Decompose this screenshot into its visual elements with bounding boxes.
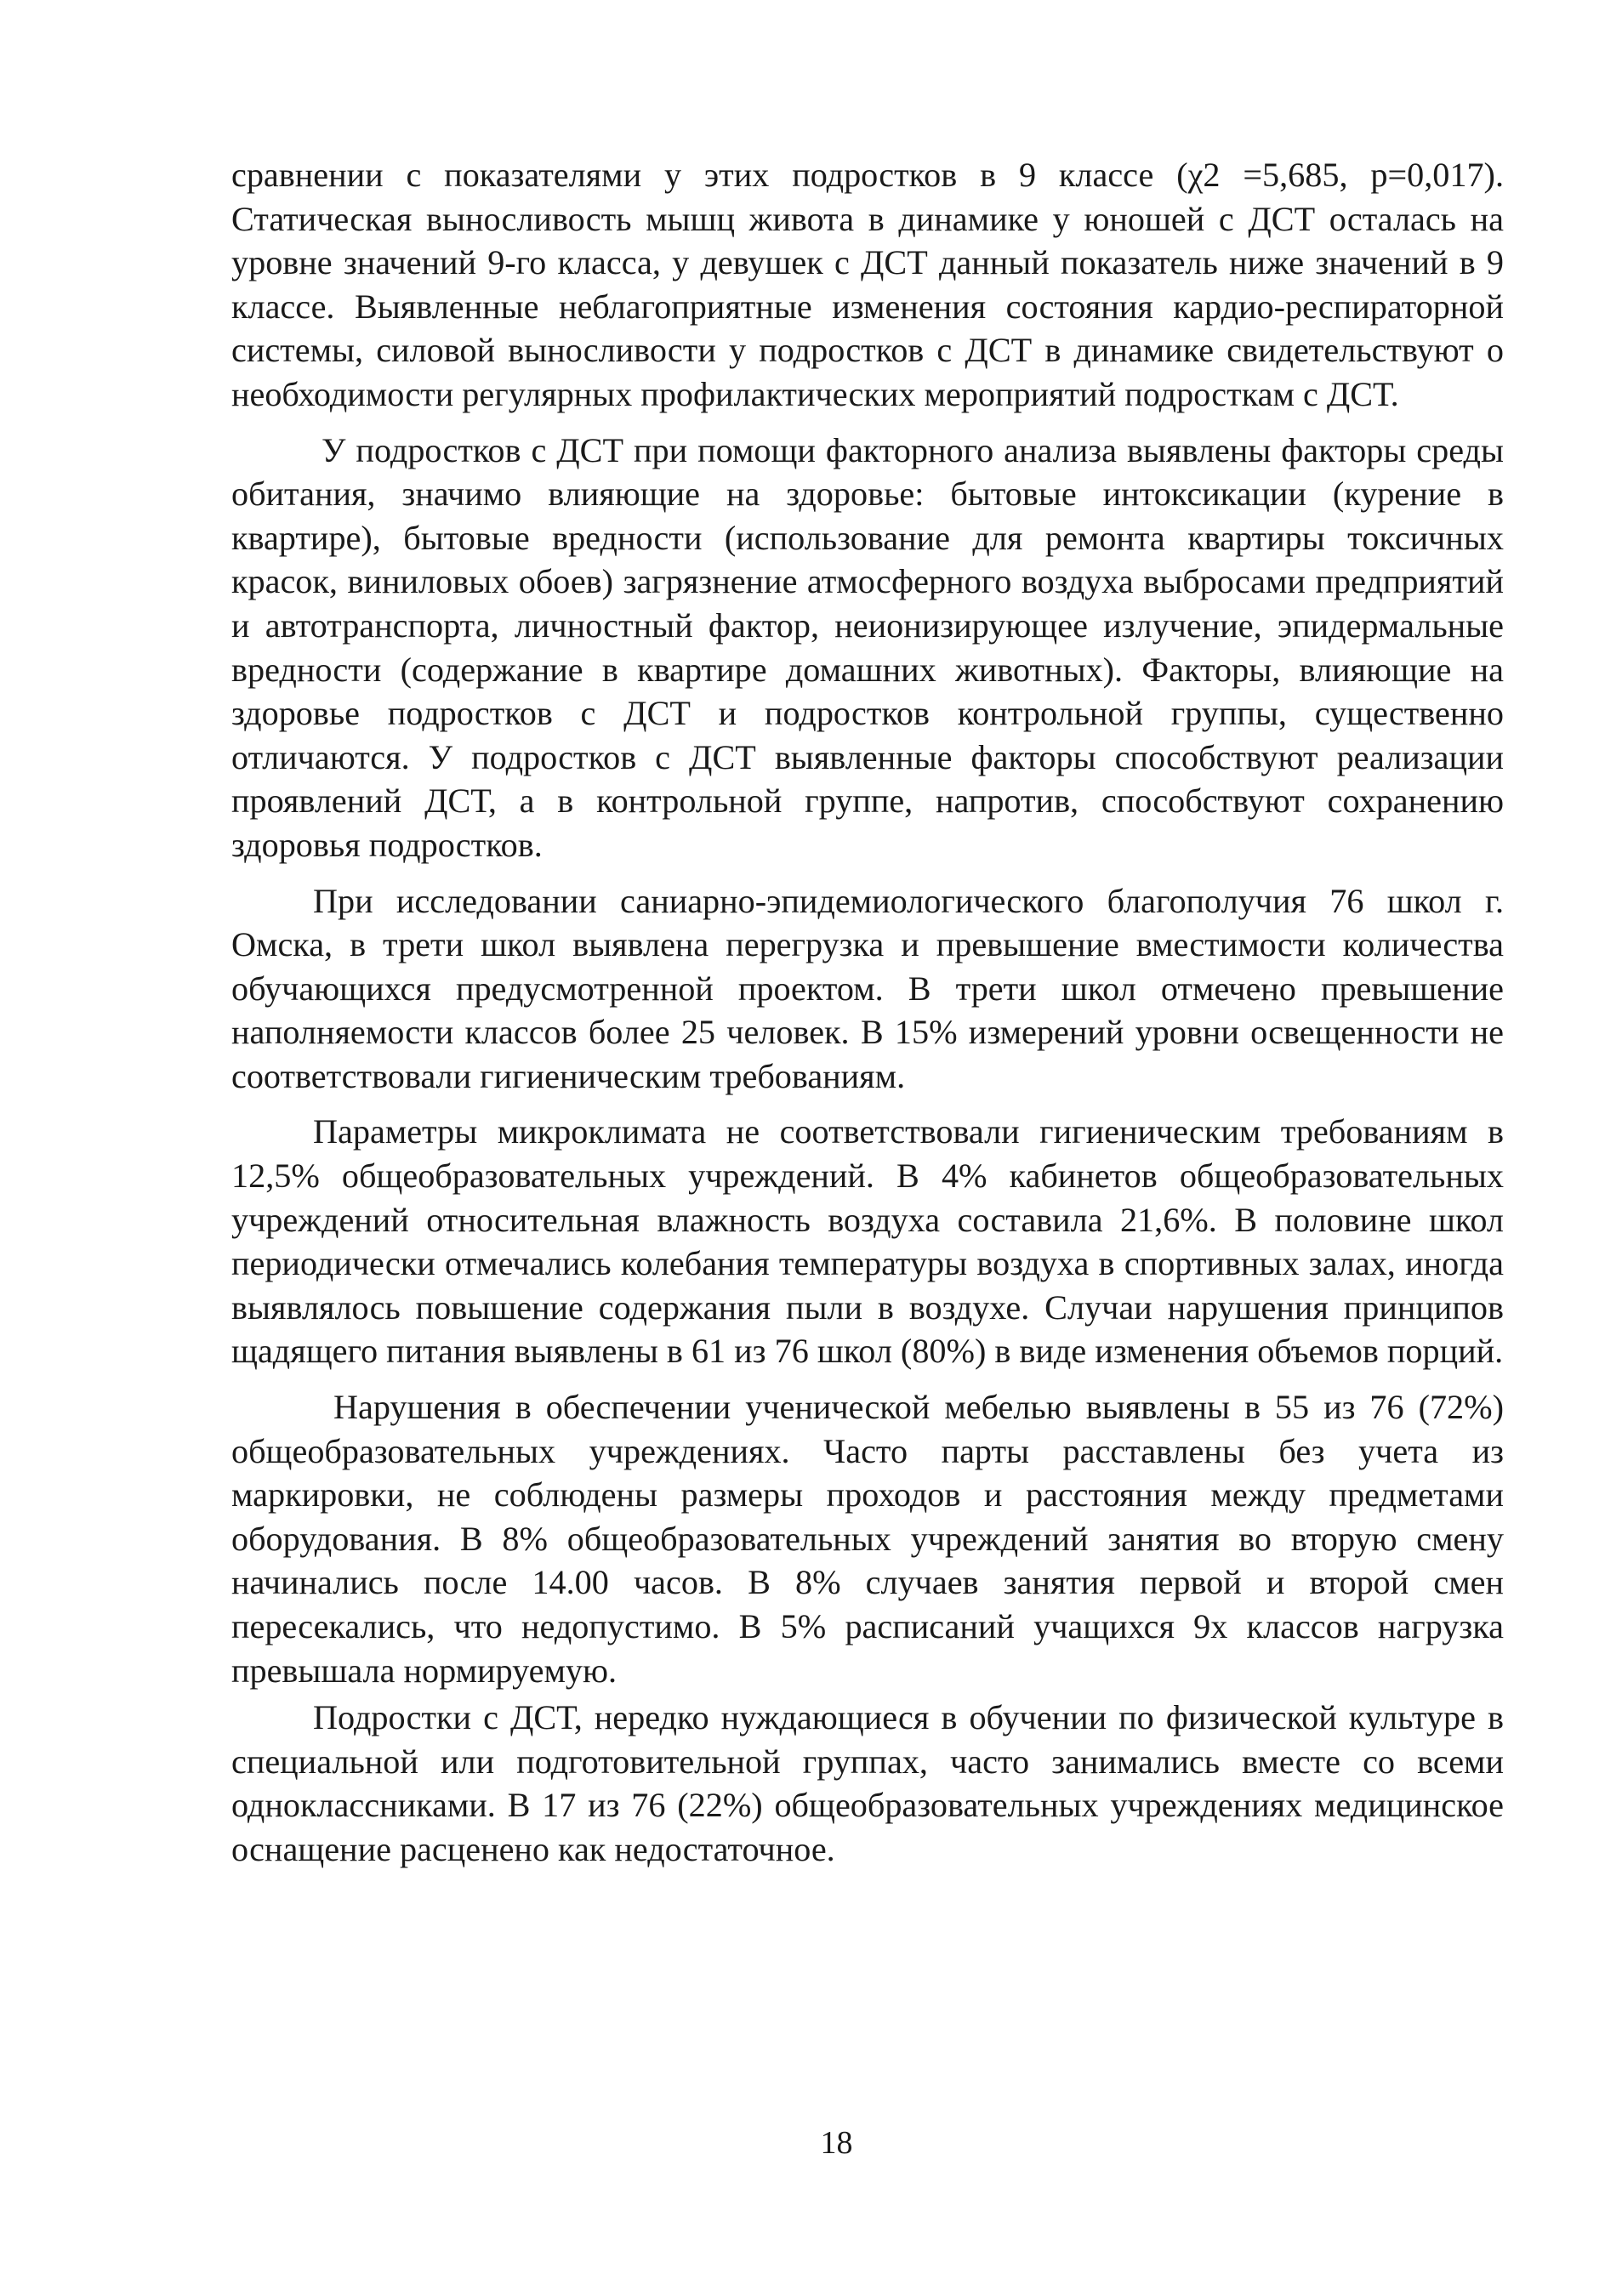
paragraph-3: При исследовании саниарно-эпидемиологического благополучия 76 школ г. Омска, в трети школ выявлена перегрузка и превышение вместимости количества обучающихся предусмотренной проектом. В трети школ отмечено превышение наполняемости классов более 25 человек. В 15% измерений уровни освещенности не соответствовали гигиеническим требованиям. [231,881,1504,1095]
page-number: 18 [820,2125,853,2161]
paragraph-5: Нарушения в обеспечении ученической мебелью выявлены в 55 из 76 (72%) общеобразовательных учреждениях. Часто парты расставлены без учета из маркировки, не соблюдены размеры проходов и расстояния между предметами оборудования. В 8% общеобразовательных учреждений занятия во вторую смену начинались после 14.00 часов. В 8% случаев занятия первой и второй смен пересекались, что недопустимо. В 5% расписаний учащихся 9х классов нагрузка превышала нормируемую. [231,1388,1504,1690]
body-text [231,153,1504,1872]
paragraph-1: сравнении с показателями у этих подростков в 9 классе (χ2 =5,685, р=0,017). Статическая выносливость мышц живота в динамике у юношей с ДСТ осталась на уровне значений 9-го класса, у девушек с ДСТ данный показатель ниже значений в 9 классе. Выявленные неблагоприятные изменения состояния кардио-респираторной системы, силовой выносливости у подростков с ДСТ в динамике свидетельствуют о необходимости регулярных профилактических мероприятий подросткам с ДСТ. [231,156,1504,413]
paragraph-6: Подростки с ДСТ, нередко нуждающиеся в обучении по физической культуре в специальной или подготовительной группах, часто занимались вместе со всеми одноклассниками. В 17 из 76 (22%) общеобразовательных учреждениях медицинское оснащение расценено как недостаточное. [231,1698,1504,1868]
paragraph-2: У подростков с ДСТ при помощи факторного анализа выявлены факторы среды обитания, значимо влияющие на здоровье: бытовые интоксикации (курение в квартире), бытовые вредности (использование для ремонта квартиры токсичных красок, виниловых обоев) загрязнение атмосферного воздуха выбросами предприятий и автотранспорта, личностный фактор, неионизирующее излучение, эпидермальные вредности (содержание в квартире домашних животных). Факторы, влияющие на здоровье подростков с ДСТ и подростков контрольной группы, существенно отличаются. У подростков с ДСТ выявленные факторы способствуют реализации проявлений ДСТ, а в контрольной группе, напротив, способствуют сохранению здоровья подростков. [231,430,1504,864]
paragraph-4: Параметры микроклимата не соответствовали гигиеническим требованиям в 12,5% общеобразовательных учреждений. В 4% кабинетов общеобразовательных учреждений относительная влажность воздуха составила 21,6%. В половине школ периодически отмечались колебания температуры воздуха в спортивных залах, иногда выявлялось повышение содержания пыли в воздухе. Случаи нарушения принципов щадящего питания выявлены в 61 из 76 школ (80%) в виде изменения объемов порций. [231,1112,1504,1371]
